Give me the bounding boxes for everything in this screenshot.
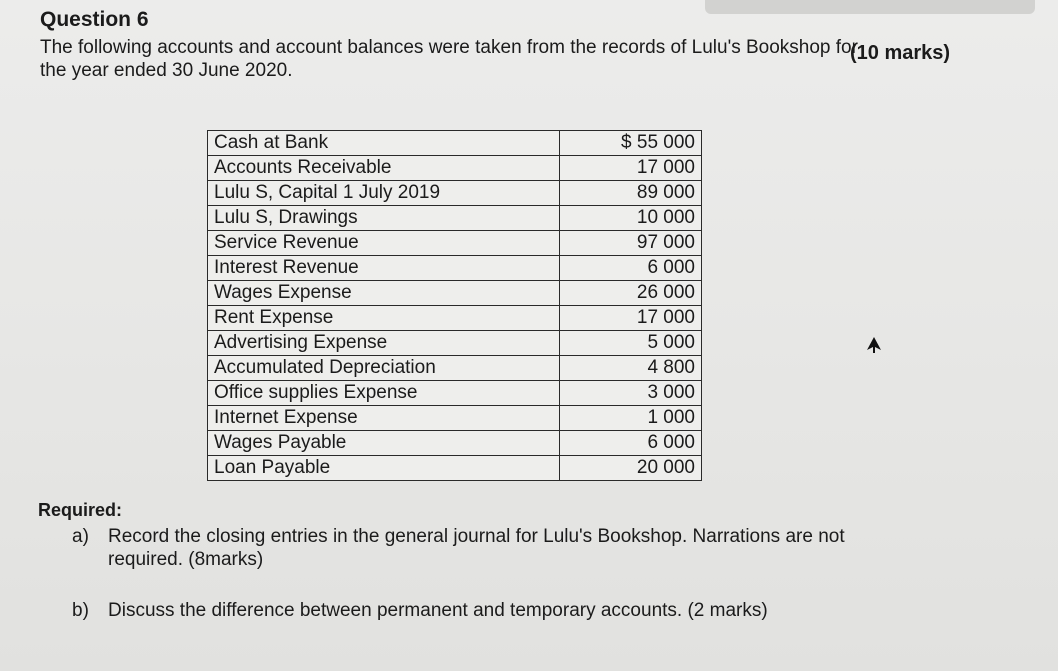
item-a-line-1: Record the closing entries in the general journal for Lulu's Bookshop. Narrations are not <box>108 526 845 547</box>
account-amount: 17 000 <box>559 306 701 331</box>
account-name: Loan Payable <box>208 456 560 481</box>
top-edge-shadow <box>705 0 1035 14</box>
required-item-b <box>72 600 972 622</box>
account-amount: 97 000 <box>559 231 701 256</box>
account-name: Rent Expense <box>208 306 560 331</box>
question-intro <box>40 36 970 82</box>
account-row <box>208 431 702 456</box>
account-amount: 26 000 <box>559 281 701 306</box>
account-name: Cash at Bank <box>208 131 560 156</box>
account-name: Office supplies Expense <box>208 381 560 406</box>
item-b-letter: b) <box>72 600 89 621</box>
account-row <box>208 231 702 256</box>
account-amount: 20 000 <box>559 456 701 481</box>
account-name: Advertising Expense <box>208 331 560 356</box>
intro-line-1: The following accounts and account balances were taken from the records of Lulu's Bookshop for <box>40 37 858 58</box>
item-b-text: Discuss the difference between permanent and temporary accounts. (2 marks) <box>108 600 768 621</box>
account-row <box>208 356 702 381</box>
account-amount: 89 000 <box>559 181 701 206</box>
account-row <box>208 306 702 331</box>
account-amount: 6 000 <box>559 256 701 281</box>
intro-line-2: the year ended 30 June 2020. <box>40 60 293 81</box>
account-row <box>208 331 702 356</box>
item-a-letter: a) <box>72 526 89 547</box>
account-name: Internet Expense <box>208 406 560 431</box>
account-amount: 5 000 <box>559 331 701 356</box>
mouse-pointer-icon <box>864 335 884 355</box>
account-row <box>208 381 702 406</box>
account-row <box>208 281 702 306</box>
account-name: Accumulated Depreciation <box>208 356 560 381</box>
account-name: Lulu S, Capital 1 July 2019 <box>208 181 560 206</box>
account-row <box>208 406 702 431</box>
account-row <box>208 181 702 206</box>
account-amount: 10 000 <box>559 206 701 231</box>
account-row <box>208 456 702 481</box>
account-amount: 6 000 <box>559 431 701 456</box>
account-name: Accounts Receivable <box>208 156 560 181</box>
question-title: Question 6 <box>40 8 149 31</box>
account-row <box>208 131 702 156</box>
account-row <box>208 206 702 231</box>
account-row <box>208 156 702 181</box>
account-name: Wages Expense <box>208 281 560 306</box>
account-amount: 3 000 <box>559 381 701 406</box>
account-name: Service Revenue <box>208 231 560 256</box>
required-item-a <box>72 525 972 571</box>
account-name: Wages Payable <box>208 431 560 456</box>
account-amount: $ 55 000 <box>559 131 701 156</box>
item-a-line-2: required. (8marks) <box>108 549 264 570</box>
question-marks: (10 marks) <box>850 42 951 64</box>
account-row <box>208 256 702 281</box>
accounts-table <box>207 130 702 481</box>
required-heading: Required: <box>38 500 123 520</box>
account-name: Lulu S, Drawings <box>208 206 560 231</box>
account-amount: 17 000 <box>559 156 701 181</box>
account-name: Interest Revenue <box>208 256 560 281</box>
account-amount: 4 800 <box>559 356 701 381</box>
account-amount: 1 000 <box>559 406 701 431</box>
